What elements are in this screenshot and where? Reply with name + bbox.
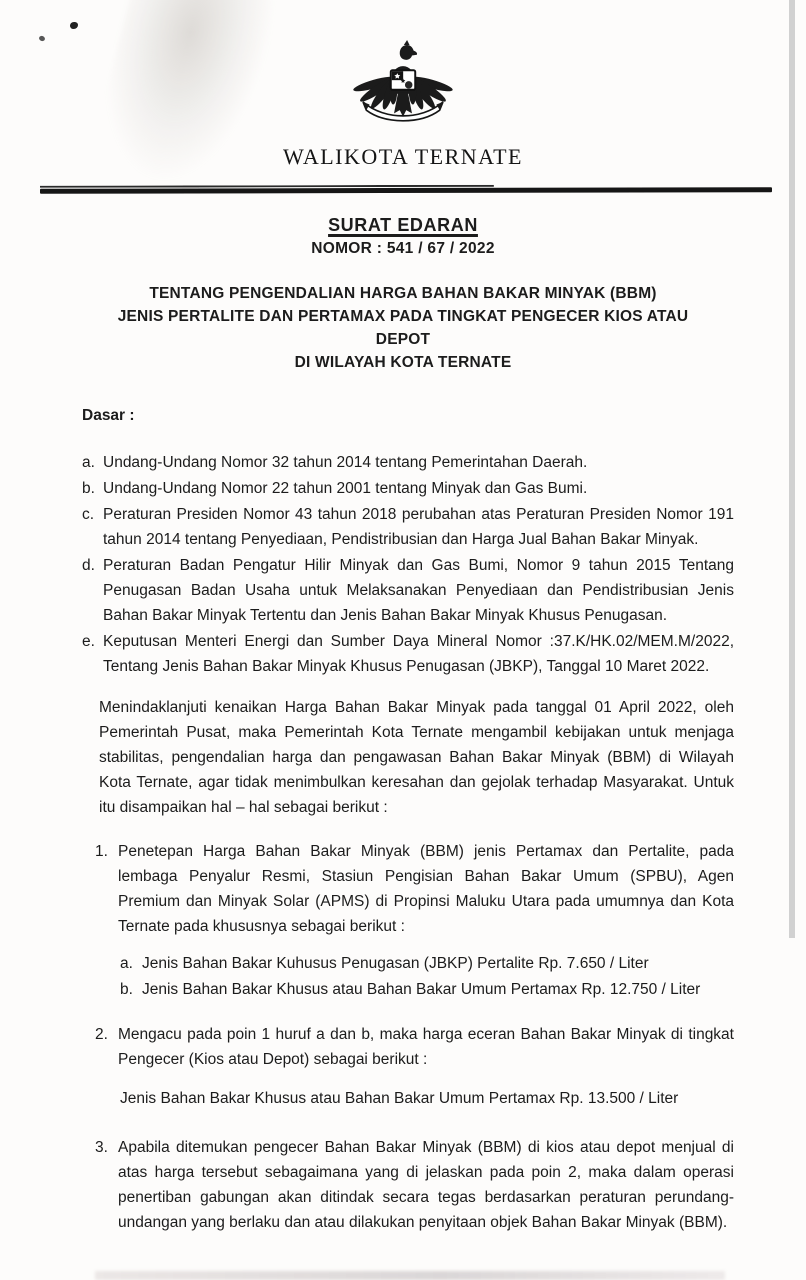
doc-title-line: DI WILAYAH KOTA TERNATE [294, 354, 512, 371]
points-list [82, 839, 734, 1235]
list-marker: a. [120, 955, 133, 972]
dasar-item [82, 502, 734, 552]
list-marker: b. [120, 981, 133, 998]
point-sublist [120, 951, 734, 1002]
point-sub-item-text: Jenis Bahan Bakar Kuhusus Penugasan (JBKP) Pertalite Rp. 7.650 / Liter [142, 955, 649, 972]
point-note: Jenis Bahan Bakar Khusus atau Bahan Bakar Umum Pertamax Rp. 13.500 / Liter [120, 1090, 679, 1107]
dasar-item [82, 553, 734, 628]
dasar-item [82, 629, 734, 679]
letterhead-rule [40, 184, 772, 194]
dasar-item [82, 450, 734, 475]
point-text: Mengacu pada poin 1 huruf a dan b, maka harga eceran Bahan Bakar Minyak di tingkat Pengecer (Kios atau Depot) sebagai berikut : [118, 1026, 734, 1068]
document-body [82, 403, 734, 1235]
doc-title-line: JENIS PERTALITE DAN PERTAMAX PADA TINGKAT PENGECER KIOS ATAU [117, 308, 689, 325]
dasar-item-text: Peraturan Presiden Nomor 43 tahun 2018 perubahan atas Peraturan Presiden Nomor 191 tahun 2014 tentang Penyediaan, Pendistribusian dan Harga Jual Bahan Bakar Minyak. [103, 506, 734, 548]
dasar-item-text: Undang-Undang Nomor 32 tahun 2014 tentang Pemerintahan Daerah. [103, 454, 588, 471]
dasar-item-text: Peraturan Badan Pengatur Hilir Minyak dan Gas Bumi, Nomor 9 tahun 2015 Tentang Penugasan Badan Usaha untuk Melaksanakan Penyediaan dan Pendistribusian Jenis Bahan Bakar Minyak Tertentu dan Jenis Bahan Bakar Minyak Khusus Penugasan. [103, 557, 734, 624]
point-item [95, 1135, 734, 1235]
point-sub-item-text: Jenis Bahan Bakar Khusus atau Bahan Bakar Umum Pertamax Rp. 12.750 / Liter [142, 981, 701, 998]
point-item [95, 1022, 734, 1111]
point-item [95, 839, 734, 1003]
dasar-item-text: Undang-Undang Nomor 22 tahun 2001 tentang Minyak dan Gas Bumi. [103, 480, 588, 497]
list-marker: e. [82, 633, 95, 650]
dasar-item [82, 476, 734, 501]
doc-title-line: DEPOT [375, 331, 431, 348]
list-marker: 1. [95, 843, 108, 860]
dasar-item-text: Keputusan Menteri Energi dan Sumber Daya Mineral Nomor :37.K/HK.02/MEM.M/2022, Tentang Jenis Bahan Bakar Minyak Khusus Penugasan (JBKP), Tanggal 10 Maret 2022. [103, 633, 734, 675]
point-text: Apabila ditemukan pengecer Bahan Bakar Minyak (BBM) di kios atau depot menjual di atas harga tersebut sebagaimana yang di jelaskan pada poin 2, maka dalam operasi penertiban gabungan akan ditindak secara tegas berdasarkan peraturan perundang- undangan yang berlaku dan atau dilakukan penyitaan objek Bahan Bakar Minyak (BBM). [118, 1139, 734, 1231]
doc-title [0, 282, 806, 374]
doc-title-line: TENTANG PENGENDALIAN HARGA BAHAN BAKAR MINYAK (BBM) [149, 285, 657, 302]
scan-bottom-shadow [95, 1271, 725, 1280]
org-name: WALIKOTA TERNATE [283, 144, 523, 169]
doc-number: NOMOR : 541 / 67 / 2022 [311, 240, 495, 257]
garuda-pancasila-emblem [350, 24, 456, 136]
list-marker: b. [82, 480, 95, 497]
list-marker: a. [82, 454, 95, 471]
doc-type-heading: SURAT EDARAN [328, 215, 478, 235]
list-marker: d. [82, 557, 95, 574]
list-marker: 2. [95, 1026, 108, 1043]
dasar-heading: Dasar : [82, 407, 135, 424]
point-sub-item [120, 951, 734, 976]
scan-edge-shadow [789, 0, 795, 938]
point-text: Penetepan Harga Bahan Bakar Minyak (BBM) jenis Pertamax dan Pertalite, pada lembaga Penyalur Resmi, Stasiun Pengisian Bahan Bakar Umum (SPBU), Agen Premium dan Minyak Solar (APMS) di Propinsi Maluku Utara pada umumnya dan Kota Ternate pada khususnya sebagai berikut : [118, 843, 734, 935]
list-marker: 3. [95, 1139, 108, 1156]
intro-paragraph: Menindaklanjuti kenaikan Harga Bahan Bakar Minyak pada tanggal 01 April 2022, oleh Pemerintah Pusat, maka Pemerintah Kota Ternate mengambil kebijakan untuk menjaga stabilitas, pengendalian harga dan pengawasan Bahan Bakar Minyak (BBM) di Wilayah Kota Ternate, agar tidak menimbulkan keresahan dan gejolak terhadap Masyarakat. Untuk itu disampaikan hal – hal sebagai berikut : [99, 699, 734, 816]
dasar-list [82, 450, 734, 679]
point-sub-item [120, 977, 734, 1002]
list-marker: c. [82, 506, 95, 523]
